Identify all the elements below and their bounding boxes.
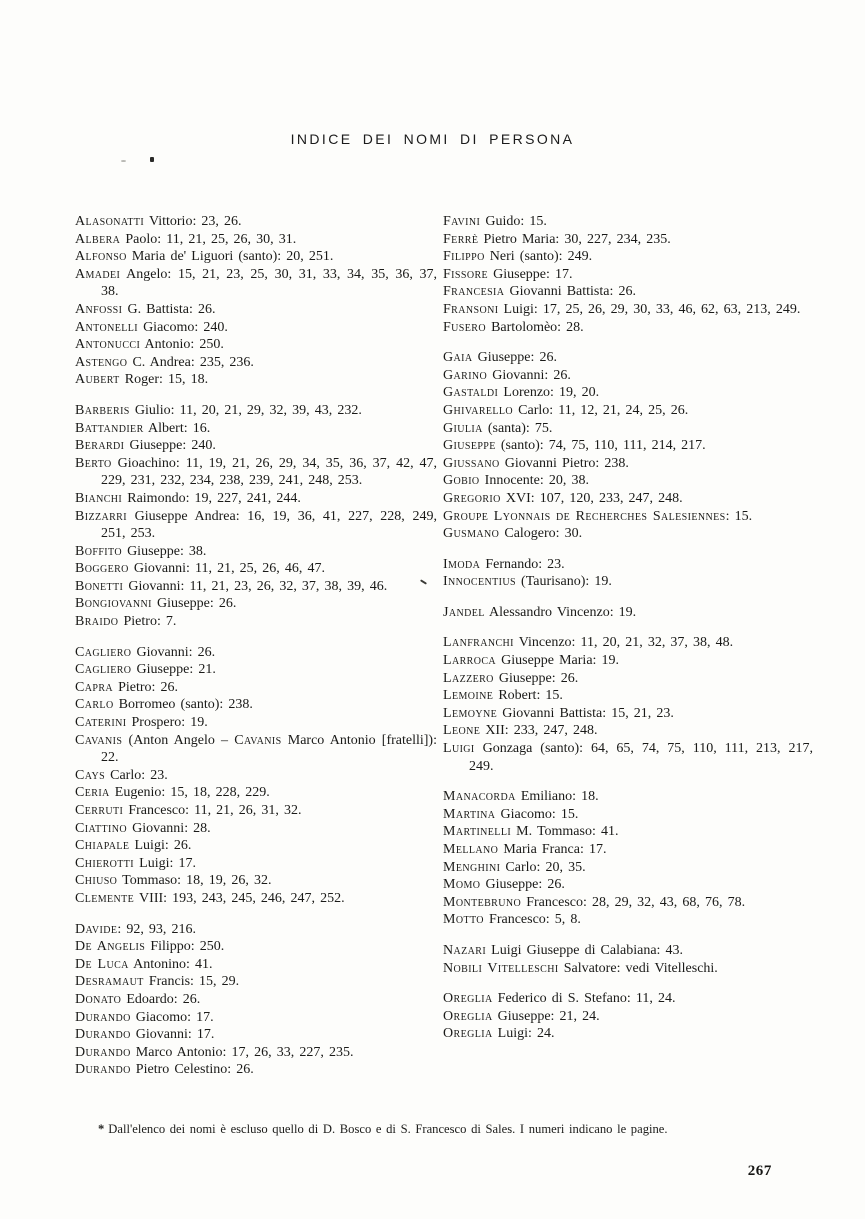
entry-surname: Cays [75, 767, 106, 783]
entry-surname: Imoda [443, 556, 481, 572]
entry-surname: De Angelis [75, 939, 146, 955]
entry-surname: Giulia [443, 420, 483, 436]
entry-text: Marco Antonio: 17, 26, 33, 227, 235. [130, 1044, 354, 1060]
entry-text: Prospero: 19. [126, 715, 208, 731]
index-entry [443, 349, 813, 367]
entry-surname: Leone [443, 723, 481, 739]
index-group [443, 942, 813, 977]
index-group [443, 634, 813, 775]
index-group [443, 213, 813, 336]
index-entry [443, 384, 813, 402]
entry-text: XVI: 107, 120, 233, 247, 248. [500, 490, 683, 506]
entry-surname: Motto [443, 912, 484, 928]
entry-text: Borromeo (santo): 238. [113, 697, 253, 713]
entry-text: Luigi: 17, 25, 26, 29, 30, 33, 46, 62, 63, 213, 249. [498, 301, 801, 317]
entry-text: Luigi: 17. [134, 855, 196, 871]
entry-surname: Martinelli [443, 824, 512, 840]
entry-text: Carlo: 23. [105, 767, 168, 783]
index-group [443, 990, 813, 1043]
entry-surname: Gobio [443, 473, 480, 489]
entry-surname: Alfonso [75, 249, 127, 265]
index-entry [75, 248, 437, 266]
entry-text: Giovanni Pietro: 238. [499, 455, 629, 471]
entry-surname: Boggero [75, 561, 129, 577]
entry-text: Gioachino: 11, 19, 21, 26, 29, 34, 35, 36, 37, 42, 47, 229, 231, 232, 234, 238, 239, 241, 248, 253. [101, 455, 437, 489]
index-entry [75, 213, 437, 231]
index-entry [443, 911, 813, 929]
entry-text: Giuseppe: 17. [488, 266, 573, 282]
index-entry [75, 1044, 437, 1062]
entry-text: Giacomo: 240. [137, 319, 228, 335]
entry-text: Giovanni Battista: 26. [504, 284, 636, 300]
entry-text: Angelo: 15, 21, 23, 25, 30, 31, 33, 34, 35, 36, 37, 38. [101, 266, 437, 300]
index-entry [75, 872, 437, 890]
entry-text: Roger: 15, 18. [119, 372, 209, 388]
entry-surname: Momo [443, 877, 481, 893]
index-entry [75, 973, 437, 991]
index-entry [443, 319, 813, 337]
entry-text: Albert: 16. [143, 420, 211, 436]
entry-text: Maria de' Liguori (santo): 20, 251. [126, 249, 334, 265]
entry-surname: Cavanis [234, 732, 282, 748]
entry-surname: Fransoni [443, 301, 499, 317]
entry-text: Antonio: 250. [140, 337, 224, 353]
entry-surname: Ceria [75, 785, 110, 801]
index-entry [75, 437, 437, 455]
entry-surname: Lazzero [443, 670, 494, 686]
entry-text: Giuseppe Maria: 19. [496, 653, 620, 669]
index-entry [443, 960, 813, 978]
entry-surname: Durando [75, 1009, 131, 1025]
entry-surname: Fissore [443, 266, 489, 282]
entry-surname: Carlo [75, 697, 114, 713]
index-group [75, 213, 437, 389]
index-entry [443, 823, 813, 841]
index-entry [75, 490, 437, 508]
entry-surname: Capra [75, 679, 114, 695]
index-entry [75, 714, 437, 732]
entry-text: (Anton Angelo – [122, 732, 235, 748]
entry-text: Giovanni: 17. [130, 1027, 215, 1043]
entry-text: Giovanni: 11, 21, 25, 26, 46, 47. [128, 561, 325, 577]
entry-surname: Gusmano [443, 526, 500, 542]
index-entry [443, 990, 813, 1008]
entry-surname: Favini [443, 214, 481, 229]
index-entry [75, 578, 437, 596]
entry-text: Giovanni: 26. [487, 367, 571, 383]
entry-surname: Durando [75, 1062, 131, 1078]
index-entry [75, 508, 437, 543]
footnote-text: Dall'elenco dei nomi è escluso quello di D. Bosco e di S. Francesco di Sales. I numeri indicano le pagine. [108, 1122, 668, 1136]
entry-text: Alessandro Vincenzo: 19. [484, 604, 637, 620]
entry-surname: Durando [75, 1027, 131, 1043]
index-column-left [75, 213, 437, 1092]
index-entry [75, 231, 437, 249]
entry-surname: Aubert [75, 372, 120, 388]
index-entry [443, 687, 813, 705]
index-entry [443, 806, 813, 824]
entry-text: Luigi: 26. [129, 838, 192, 854]
index-entry [75, 266, 437, 301]
entry-surname: Ghivarello [443, 402, 514, 418]
entry-surname: Oreglia [443, 1008, 493, 1024]
entry-text: Giovanni: 26. [131, 644, 216, 660]
entry-text: Pietro: 26. [113, 679, 179, 695]
index-entry [75, 455, 437, 490]
entry-surname: De Luca [75, 956, 129, 972]
index-entry [75, 679, 437, 697]
entry-surname: Cavanis [75, 732, 123, 748]
index-entry [75, 543, 437, 561]
entry-text: VIII: 193, 243, 245, 246, 247, 252. [134, 890, 345, 906]
entry-text: Giuseppe: 38. [121, 543, 207, 559]
index-entry [75, 767, 437, 785]
entry-surname: Oreglia [443, 991, 493, 1007]
index-entry [443, 248, 813, 266]
index-entry [75, 301, 437, 319]
index-entry [75, 595, 437, 613]
entry-text: Carlo: 20, 35. [500, 859, 586, 875]
entry-surname: Bizzarri [75, 508, 127, 524]
index-entry [75, 1061, 437, 1079]
entry-surname: Fusero [443, 319, 486, 335]
entry-text: Innocente: 20, 38. [479, 473, 589, 489]
entry-text: Federico di S. Stefano: 11, 24. [492, 991, 676, 1007]
entry-text: Vittorio: 23, 26. [144, 214, 242, 229]
entry-text: Giuseppe: 240. [124, 438, 216, 454]
entry-text: Edoardo: 26. [121, 991, 201, 1007]
entry-surname: Donato [75, 991, 122, 1007]
entry-surname: Ferrè [443, 231, 479, 247]
index-entry [75, 991, 437, 1009]
entry-text: XII: 233, 247, 248. [480, 723, 598, 739]
entry-surname: Antonelli [75, 319, 138, 335]
index-entry [443, 301, 813, 319]
index-entry [443, 841, 813, 859]
entry-surname: Albera [75, 231, 121, 247]
entry-text: Pietro Celestino: 26. [130, 1062, 254, 1078]
entry-surname: Martina [443, 806, 496, 822]
index-group [75, 644, 437, 908]
entry-text: : 15. [725, 508, 753, 524]
index-group [443, 604, 813, 622]
entry-text: Giovanni: 28. [126, 820, 211, 836]
index-entry [443, 472, 813, 490]
entry-text: Giacomo: 17. [130, 1009, 214, 1025]
entry-text: Robert: 15. [493, 688, 563, 704]
entry-surname: Durando [75, 1044, 131, 1060]
entry-surname: Mellano [443, 842, 499, 857]
entry-surname: Nobili Vitelleschi [443, 960, 559, 976]
page-number: 267 [747, 1163, 772, 1179]
entry-text: Francis: 15, 29. [143, 974, 240, 990]
index-entry [443, 670, 813, 688]
entry-surname: Montebruno [443, 894, 522, 910]
entry-surname: Clemente [75, 890, 135, 906]
index-entry [443, 556, 813, 574]
index-entry [443, 455, 813, 473]
entry-surname: Oreglia [443, 1026, 493, 1042]
entry-surname: Groupe Lyonnais de Recherches Salesiennes [443, 508, 726, 524]
entry-text: Fernando: 23. [480, 556, 565, 572]
entry-text: Giuseppe: 26. [151, 596, 237, 612]
entry-surname: Chierotti [75, 855, 135, 871]
index-entry [443, 634, 813, 652]
entry-text: Antonino: 41. [128, 956, 213, 972]
index-entry [443, 231, 813, 249]
entry-text: Giuseppe Andrea: 16, 19, 36, 41, 227, 228, 249, 251, 253. [101, 508, 437, 542]
entry-text: Giuseppe: 26. [472, 350, 557, 366]
entry-surname: Battandier [75, 420, 144, 436]
entry-surname: Barberis [75, 402, 130, 418]
entry-surname: Lemoyne [443, 705, 498, 721]
entry-text: Luigi: 24. [492, 1026, 555, 1042]
entry-surname: Manacorda [443, 789, 516, 805]
index-entry [443, 573, 813, 591]
entry-surname: Francesia [443, 284, 505, 300]
entry-text: Pietro: 7. [118, 614, 177, 630]
index-entry [75, 696, 437, 714]
entry-surname: Menghini [443, 859, 501, 875]
entry-text: Vincenzo: 11, 20, 21, 32, 37, 38, 48. [513, 635, 734, 651]
entry-text: Lorenzo: 19, 20. [498, 385, 600, 401]
entry-surname: Nazari [443, 942, 487, 958]
entry-surname: Anfossi [75, 301, 123, 317]
entry-text: Francesco: 5, 8. [483, 912, 581, 928]
entry-text: Maria Franca: 17. [498, 842, 607, 857]
entry-surname: Bonetti [75, 578, 124, 594]
index-entry [75, 890, 437, 908]
entry-surname: Filippo [443, 249, 485, 265]
index-entry [443, 1025, 813, 1043]
entry-text: Giovanni: 11, 21, 23, 26, 32, 37, 38, 39, 46. [123, 578, 388, 594]
index-entry [443, 859, 813, 877]
index-entry [443, 604, 813, 622]
index-entry [75, 661, 437, 679]
entry-text: Carlo: 11, 12, 21, 24, 25, 26. [513, 402, 689, 418]
index-entry [75, 319, 437, 337]
entry-text: Giovanni Battista: 15, 21, 23. [497, 705, 674, 721]
entry-text: Francesco: 28, 29, 32, 43, 68, 76, 78. [521, 894, 746, 910]
entry-surname: Antonucci [75, 337, 141, 353]
scan-speck [150, 157, 154, 162]
entry-surname: Chiapale [75, 838, 130, 854]
index-entry [443, 740, 813, 775]
entry-text: Raimondo: 19, 227, 241, 244. [122, 490, 301, 506]
index-entry [443, 705, 813, 723]
index-entry [443, 213, 813, 231]
index-entry [75, 956, 437, 974]
entry-text: Pietro Maria: 30, 227, 234, 235. [478, 231, 671, 247]
index-entry [75, 402, 437, 420]
entry-text: Giuseppe: 26. [480, 877, 565, 893]
entry-surname: Luigi [443, 741, 475, 757]
entry-text: Gonzaga (santo): 64, 65, 74, 75, 110, 111, 213, 217, 249. [469, 741, 813, 774]
entry-surname: Bianchi [75, 490, 123, 506]
entry-text: G. Battista: 26. [122, 301, 216, 317]
entry-surname: Cagliero [75, 662, 132, 678]
entry-surname: Davide [75, 921, 118, 937]
index-entry [443, 266, 813, 284]
entry-text: M. Tommaso: 41. [511, 824, 619, 840]
entry-text: Giacomo: 15. [495, 806, 579, 822]
page-title: INDICE DEI NOMI DI PERSONA [290, 131, 575, 147]
index-entry [75, 1026, 437, 1044]
entry-surname: Lanfranchi [443, 635, 514, 651]
entry-surname: Garino [443, 367, 488, 383]
index-entry [75, 855, 437, 873]
index-entry [443, 402, 813, 420]
index-entry [75, 837, 437, 855]
entry-surname: Gregorio [443, 490, 501, 506]
entry-surname: Giussano [443, 455, 500, 471]
index-entry [75, 820, 437, 838]
entry-text: Calogero: 30. [499, 526, 583, 542]
index-column-right [443, 213, 813, 1056]
index-group [443, 349, 813, 543]
index-entry [443, 525, 813, 543]
index-entry [443, 420, 813, 438]
index-entry [75, 420, 437, 438]
index-entry [75, 921, 437, 939]
entry-surname: Berto [75, 455, 112, 471]
entry-text: Emiliano: 18. [515, 789, 599, 805]
index-entry [75, 336, 437, 354]
entry-surname: Jandel [443, 604, 485, 620]
entry-text: Giulio: 11, 20, 21, 29, 32, 39, 43, 232. [129, 402, 362, 418]
index-entry [443, 894, 813, 912]
footnote [98, 1121, 763, 1137]
index-entry [443, 283, 813, 301]
index-entry [75, 354, 437, 372]
entry-text: Eugenio: 15, 18, 228, 229. [109, 785, 270, 801]
entry-text: Bartolomèo: 28. [485, 319, 584, 335]
scan-speck [121, 160, 126, 162]
entry-text: Guido: 15. [480, 214, 547, 229]
entry-text: (Taurisano): 19. [515, 574, 612, 590]
index-entry [75, 732, 437, 767]
entry-surname: Boffito [75, 543, 122, 559]
index-entry [443, 1008, 813, 1026]
entry-text: Luigi Giuseppe di Calabiana: 43. [486, 942, 684, 958]
index-group [443, 556, 813, 591]
entry-text: Neri (santo): 249. [484, 249, 593, 265]
entry-text: Giuseppe: 26. [493, 670, 579, 686]
index-entry [443, 722, 813, 740]
entry-text: Filippo: 250. [145, 939, 225, 955]
index-entry [75, 644, 437, 662]
entry-text: (santo): 74, 75, 110, 111, 214, 217. [495, 438, 706, 454]
entry-surname: Alasonatti [75, 214, 145, 229]
entry-text: Tommaso: 18, 19, 26, 32. [117, 873, 272, 889]
index-entry [75, 371, 437, 389]
entry-text: Salvatore: vedi Vitelleschi. [558, 960, 718, 976]
entry-text: (santa): 75. [482, 420, 553, 436]
index-entry [443, 652, 813, 670]
entry-surname: Cagliero [75, 644, 132, 660]
index-entry [75, 560, 437, 578]
index-entry [75, 613, 437, 631]
entry-text: Giuseppe: 21. [131, 662, 216, 678]
index-group [75, 402, 437, 631]
index-entry [443, 788, 813, 806]
entry-surname: Ciattino [75, 820, 127, 836]
entry-text: : 92, 93, 216. [117, 921, 197, 937]
index-entry [443, 942, 813, 960]
entry-surname: Lemoine [443, 688, 494, 704]
index-group [443, 788, 813, 929]
index-entry [75, 1009, 437, 1027]
entry-surname: Larroca [443, 653, 497, 669]
index-group [75, 921, 437, 1079]
entry-surname: Cerruti [75, 803, 124, 818]
entry-text: Francesco: 11, 21, 26, 31, 32. [123, 803, 302, 818]
entry-text: C. Andrea: 235, 236. [127, 354, 254, 370]
entry-surname: Astengo [75, 354, 128, 370]
entry-surname: Braido [75, 614, 119, 630]
index-entry [443, 437, 813, 455]
index-entry [75, 938, 437, 956]
entry-text: Giuseppe: 21, 24. [492, 1008, 600, 1024]
entry-surname: Gaia [443, 350, 473, 366]
index-entry [75, 802, 437, 820]
footnote-marker: * [98, 1122, 105, 1136]
entry-text: Paolo: 11, 21, 25, 26, 30, 31. [120, 231, 297, 247]
index-entry [75, 784, 437, 802]
entry-surname: Chiuso [75, 873, 118, 889]
entry-surname: Berardi [75, 438, 125, 454]
index-entry [443, 490, 813, 508]
entry-surname: Desramaut [75, 974, 144, 990]
entry-surname: Caterini [75, 715, 127, 731]
index-entry [443, 367, 813, 385]
entry-text: Marco Antonio [fratelli]): 22. [101, 732, 437, 766]
entry-surname: Bongiovanni [75, 596, 152, 612]
entry-surname: Giuseppe [443, 438, 496, 454]
index-entry [443, 508, 813, 526]
entry-surname: Innocentius [443, 574, 516, 590]
entry-surname: Gastaldi [443, 385, 499, 401]
entry-surname: Amadei [75, 266, 121, 282]
index-entry [443, 876, 813, 894]
